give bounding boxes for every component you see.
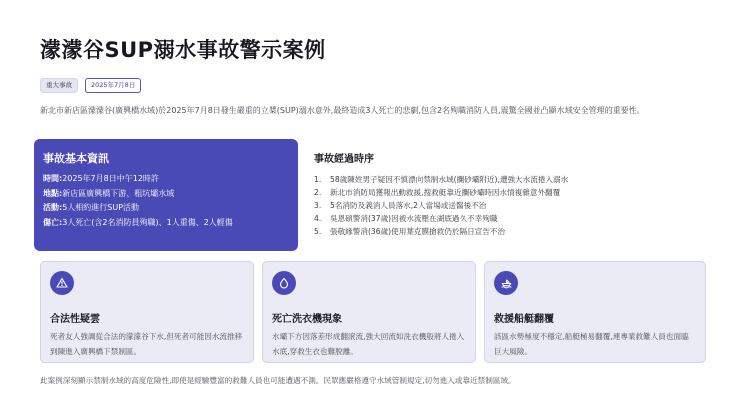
info-label: 時間: — [43, 174, 63, 183]
page-title: 濛濛谷SUP溺水事故警示案例 — [40, 38, 326, 62]
timeline-text: 58歲陳姓男子疑因不慎漂向禁制水域(攔砂壩附近),遭強大水流捲入溺水 — [330, 175, 569, 184]
rescue-boat-card — [484, 261, 706, 363]
timeline-number: 4. — [314, 214, 322, 223]
timeline-item — [314, 212, 714, 225]
legality-card — [40, 261, 254, 363]
info-label: 活動: — [43, 203, 63, 212]
timeline-item — [314, 173, 714, 186]
timeline-title: 事故經過時序 — [314, 154, 374, 165]
date-badge: 2025年7月8日 — [85, 78, 141, 93]
intro-paragraph: 新北市新店區濛濛谷(廣興橋水域)於2025年7月8日發生嚴重的立槳(SUP)溺水意外,最終造成3人死亡的悲劇,包含2名殉職消防人員,震驚全國並凸顯水域安全管理的重要性。 — [40, 106, 645, 115]
water-icon — [272, 271, 296, 295]
info-row-time — [43, 172, 298, 187]
card-text: 水壩下方因落差形成翻滾流,強大回流如洗衣機般將人捲入水底,穿救生衣也難脫離。 — [272, 332, 465, 356]
info-row-casualties — [43, 216, 298, 231]
timeline-item — [314, 199, 714, 212]
incident-info-card — [34, 139, 298, 251]
card-title: 救援船艇翻覆 — [494, 314, 554, 325]
timeline-number: 2. — [314, 188, 322, 197]
incident-timeline — [314, 150, 714, 238]
timeline-text: 5名消防及義消人員落水,2人當場或送醫後不治 — [330, 201, 487, 210]
timeline-number: 3. — [314, 201, 322, 210]
timeline-item — [314, 186, 714, 199]
info-card-title: 事故基本資訊 — [43, 152, 109, 165]
timeline-text: 吳恩碩警消(37歲)因被水流壓在湖底過久不幸殉職 — [330, 214, 498, 223]
timeline-number: 1. — [314, 175, 322, 184]
card-title: 死亡洗衣機現象 — [272, 314, 342, 325]
timeline-number: 5. — [314, 227, 322, 236]
info-value: 2025年7月8日中午12時許 — [62, 174, 159, 183]
timeline-item — [314, 225, 714, 238]
category-badge: 重大事故 — [40, 78, 78, 93]
info-value: 新店區廣興橋下游、粗坑壩水域 — [62, 188, 175, 198]
capsized-boat-icon — [494, 271, 518, 295]
card-title: 合法性疑雲 — [50, 314, 100, 325]
info-row-location — [43, 187, 298, 202]
card-text: 該區水勢極度不穩定,船艇極易翻覆,連專業救難人員也面臨巨大風險。 — [494, 332, 689, 356]
timeline-text: 新北市消防局獲報出動救援,搜救艇靠近攔砂壩時因水情複雜意外翻覆 — [330, 188, 561, 197]
warning-icon — [50, 271, 74, 295]
info-value: 3人死亡(含2名消防員殉職)、1人重傷、2人輕傷 — [62, 217, 233, 227]
washing-machine-card — [262, 261, 476, 363]
info-value: 5人相約進行SUP活動 — [62, 203, 140, 212]
info-label: 傷亡: — [43, 217, 63, 227]
info-label: 地點: — [43, 188, 63, 198]
footer-note: 此案例深刻顯示禁制水域的高度危險性,即使是經驗豐富的救難人員也可能遭遇不測。民眾應嚴格遵守水域管制規定,切勿進入或靠近禁制區域。 — [40, 376, 516, 385]
info-row-activity — [43, 201, 298, 216]
card-text: 死者友人強調從合法的濛濛谷下水,但死者可能因水流推移到陳進入廣興橋下禁制區。 — [50, 332, 243, 356]
timeline-text: 張敬緣警消(36歲)使用葉克膜搶救仍於隔日宣告不治 — [330, 227, 506, 236]
